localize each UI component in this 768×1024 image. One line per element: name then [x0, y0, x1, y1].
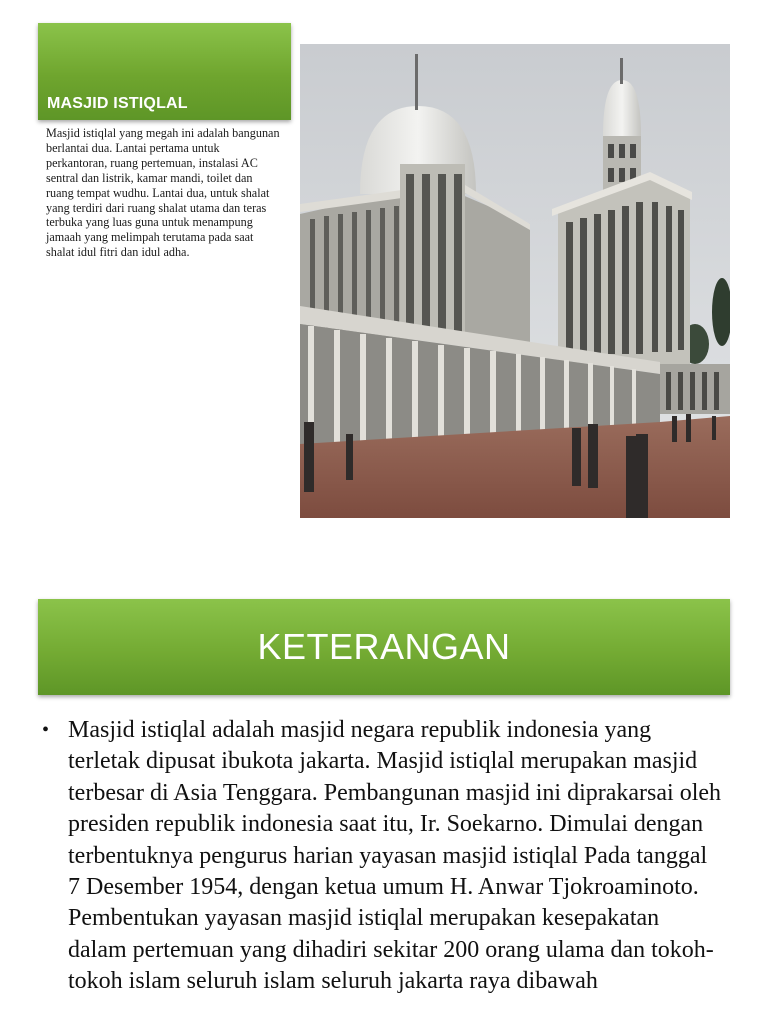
slide1-title-bar [38, 23, 291, 120]
slide2-title-bar [38, 599, 730, 695]
list-item [42, 715, 722, 998]
bullet-icon: • [42, 719, 50, 741]
slide2-title: KETERANGAN [257, 626, 511, 667]
slide1-description: Masjid istiqlal yang megah ini adalah bangunan berlantai dua. Lantai pertama untuk perkantoran, ruang pertemuan, instalasi AC sentral dan listrik, kamar mandi, toilet dan ruang tempat wudhu. Lantai dua, untuk shalat yang terdiri dari ruang shalat utama dan teras terbuka yang luas guna untuk menampung jamaah yang melimpah terutama pada saat shalat idul fitri dan idul adha. [46, 126, 280, 260]
mosque-photo [300, 44, 730, 518]
slide1-title: MASJID ISTIQLAL [47, 95, 188, 112]
bullet-list [42, 715, 722, 998]
bullet-text: Masjid istiqlal adalah masjid negara republik indonesia yang terletak dipusat ibukota jakarta. Masjid istiqlal merupakan masjid terbesar di Asia Tenggara. Pembangunan masjid ini diprakarsai oleh presiden republik indonesia saat itu, Ir. Soekarno. Dimulai dengan terbentuknya pengurus harian yayasan masjid istiqlal Pada tanggal 7 Desember 1954, dengan ketua umum H. Anwar Tjokroaminoto. Pembentukan yayasan masjid istiqlal merupakan kesepakatan dalam pertemuan yang dihadiri sekitar 200 orang ulama dan tokoh-tokoh islam seluruh islam seluruh jakarta raya dibawah [68, 717, 722, 995]
